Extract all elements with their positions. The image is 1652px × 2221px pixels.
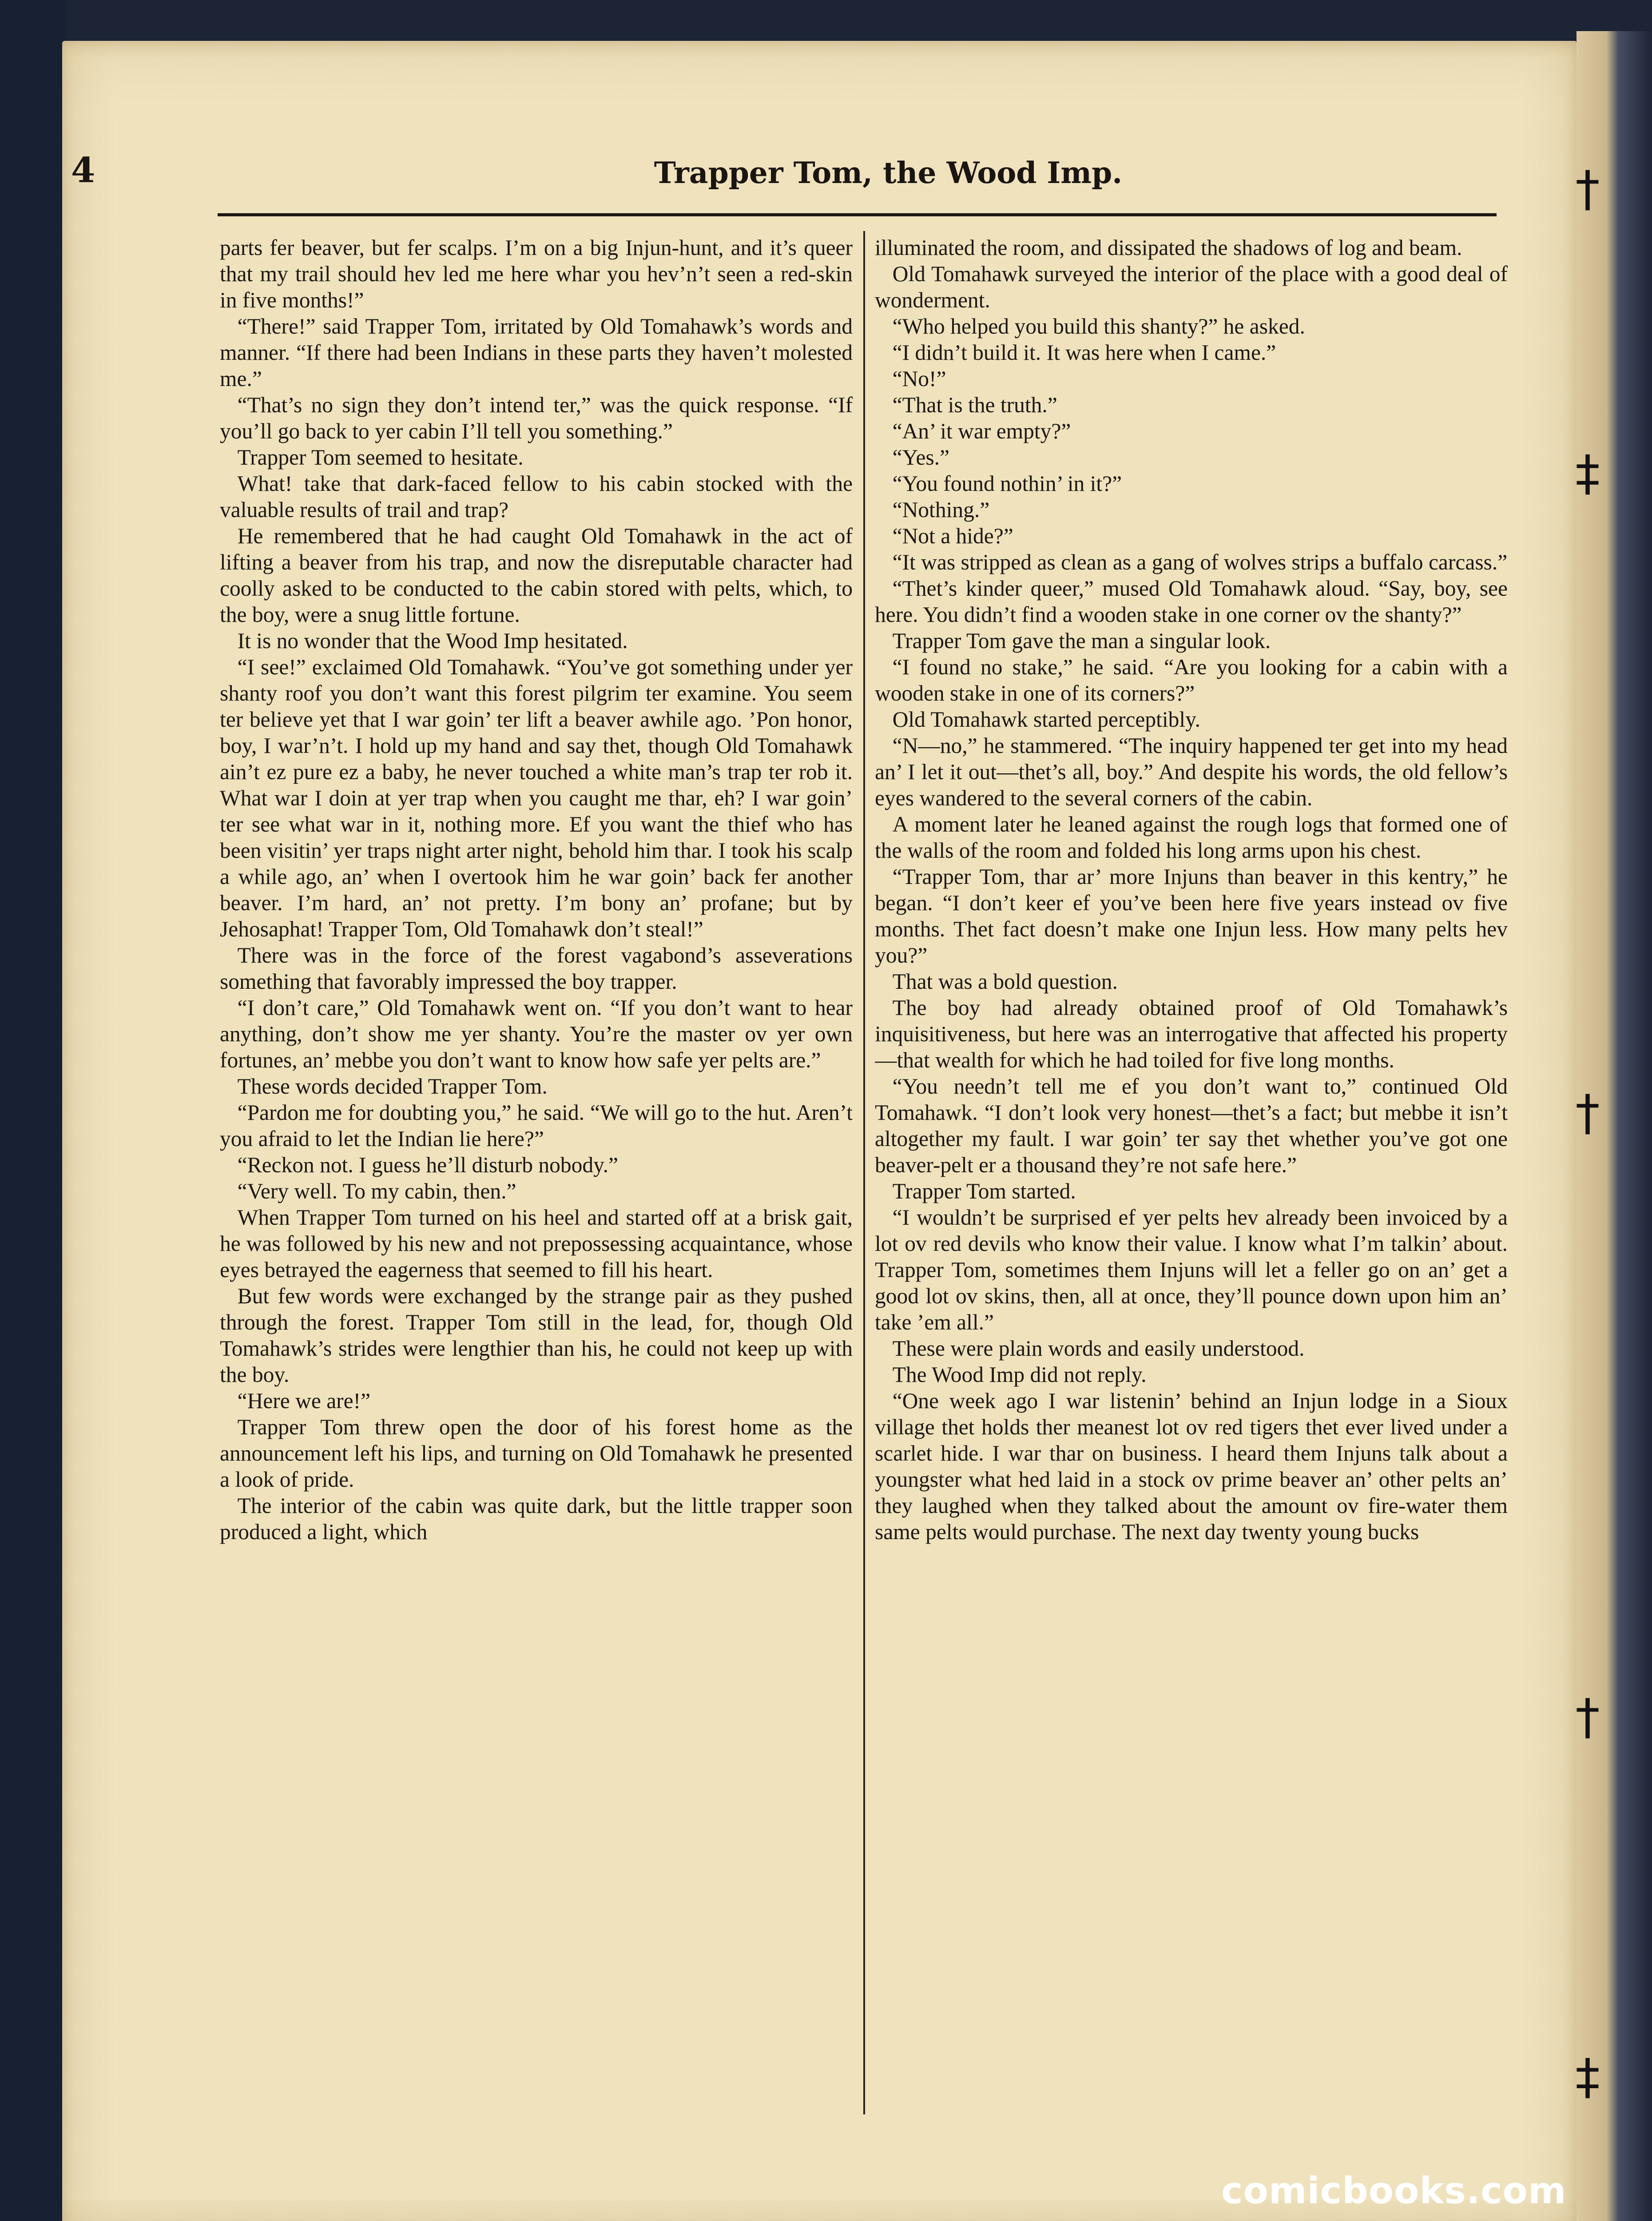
paragraph: The Wood Imp did not reply. [892, 1362, 1147, 1387]
paragraph: “I found no stake,” he said. “Are you looking for a cabin with a wooden stake in one of its corners?” [875, 655, 1508, 705]
paragraph: “I wouldn’t be surprised ef yer pelts hev already been invoiced by a lot ov red devils who know their value. I know what I’m talkin’ about. Trapper Tom, sometimes them Injuns will let a feller go on an’ get a good lot ov skins, then, all at once, they’ll pounce down upon him an’ take ’em all.” [875, 1205, 1508, 1334]
paragraph: It is no wonder that the Wood Imp hesitated. [237, 629, 628, 653]
paragraph: When Trapper Tom turned on his heel and started off at a brisk gait, he was followed by his new and not prepossessing acquaintance, whose eyes betrayed the eagerness that seemed to fill his heart. [220, 1205, 853, 1282]
paragraph: “Pardon me for doubting you,” he said. “We will go to the hut. Aren’t you afraid to let the Indian lie here?” [220, 1100, 853, 1151]
paragraph: “That is the truth.” [892, 393, 1057, 417]
paragraph: That was a bold question. [892, 969, 1118, 994]
paragraph: The boy had already obtained proof of Old Tomahawk’s inquisitiveness, but here was an interrogative that affected his property—that wealth for which he had toiled for five long months. [875, 995, 1508, 1072]
paragraph: “Trapper Tom, thar ar’ more Injuns than beaver in this kentry,” he began. “I don’t keer ef you’ve been here five years instead ov five months. Thet fact doesn’t make one Injun less. How many pelts hev you?” [875, 864, 1508, 967]
paragraph: Trapper Tom gave the man a singular look. [892, 629, 1271, 653]
paragraph: Trapper Tom threw open the door of his forest home as the announcement left his lips, and turning on Old Tomahawk he presented a look of pride. [220, 1415, 853, 1492]
binding-staple: † [1575, 1084, 1600, 1141]
binding-staple: ‡ [1575, 445, 1600, 502]
page-number: 4 [71, 150, 95, 191]
paragraph: “An’ it war empty?” [892, 419, 1071, 443]
paragraph: “Thet’s kinder queer,” mused Old Tomahawk aloud. “Say, boy, see here. You didn’t find a wooden stake in one corner ov the shanty?” [875, 576, 1508, 627]
right-column [875, 235, 1508, 2114]
header-rule [218, 213, 1497, 216]
paragraph: “Yes.” [892, 445, 949, 470]
paragraph: Trapper Tom started. [892, 1179, 1076, 1203]
paragraph: But few words were exchanged by the strange pair as they pushed through the forest. Trapper Tom still in the lead, for, though Old Tomahawk’s strides were lengthier than his, he could not keep up with the boy. [220, 1284, 853, 1387]
binding-staple: † [1575, 160, 1600, 217]
paragraph: parts fer beaver, but fer scalps. I’m on a big Injun-hunt, and it’s queer that my trail should hev led me here whar you hev’n’t seen a red-skin in five months!” [220, 235, 853, 312]
binding-staple: † [1575, 1688, 1600, 1745]
watermark: comicbooks.com [1221, 2170, 1567, 2212]
paragraph: “That’s no sign they don’t intend ter,” was the quick response. “If you’ll go back to yer cabin I’ll tell you something.” [220, 393, 853, 443]
paragraph: “Who helped you build this shanty?” he asked. [892, 314, 1305, 338]
paragraph: “I didn’t build it. It was here when I came.” [892, 340, 1276, 365]
binding-staple: ‡ [1575, 2048, 1600, 2105]
paragraph: “No!” [892, 366, 946, 391]
paragraph: “You needn’t tell me ef you don’t want to,” continued Old Tomahawk. “I don’t look very honest—thet’s a fact; but mebbe it isn’t altogether my fault. I war goin’ ter say thet whether you’ve got one beaver-pelt er a thousand they’re not safe here.” [875, 1074, 1508, 1177]
paragraph: “Very well. To my cabin, then.” [237, 1179, 516, 1203]
paragraph: There was in the force of the forest vagabond’s asseverations something that favorably impressed the boy trapper. [220, 943, 853, 994]
paragraph: Trapper Tom seemed to hesitate. [237, 445, 524, 470]
paragraph: “There!” said Trapper Tom, irritated by Old Tomahawk’s words and manner. “If there had been Indians in these parts they haven’t molested me.” [220, 314, 853, 391]
paragraph: Old Tomahawk surveyed the interior of the place with a good deal of wonderment. [875, 262, 1508, 312]
column-divider [863, 231, 865, 2114]
paragraph: The interior of the cabin was quite dark, but the little trapper soon produced a light, which [220, 1493, 853, 1544]
paragraph: What! take that dark-faced fellow to his cabin stocked with the valuable results of trail and trap? [220, 471, 853, 522]
left-column [220, 235, 853, 2114]
paragraph: “It was stripped as clean as a gang of wolves strips a buffalo carcass.” [892, 550, 1508, 574]
paragraph: “N—no,” he stammered. “The inquiry happened ter get into my head an’ I let it out—thet’s all, boy.” And despite his words, the old fellow’s eyes wandered to the several corners of the cabin. [875, 733, 1508, 810]
paragraph: “Not a hide?” [892, 524, 1013, 548]
paragraph: “I don’t care,” Old Tomahawk went on. “If you don’t want to hear anything, don’t show me yer shanty. You’re the master ov yer own fortunes, an’ mebbe you don’t want to know how safe yer pelts are.” [220, 995, 853, 1072]
paragraph: “You found nothin’ in it?” [892, 471, 1122, 496]
paragraph: These were plain words and easily understood. [892, 1336, 1305, 1361]
paragraph: “Here we are!” [237, 1389, 371, 1413]
paragraph: “One week ago I war listenin’ behind an Injun lodge in a Sioux village thet holds ther meanest lot ov red tigers thet ever lived under a scarlet hide. I war thar on business. I heard them Injuns talk about a youngster what hed laid in a stock ov prime beaver an’ other pelts an’ they laughed when they talked about the amount ov fire-water them same pelts would purchase. The next day twenty young bucks [875, 1389, 1508, 1544]
paragraph: These words decided Trapper Tom. [237, 1074, 548, 1099]
running-title: Trapper Tom, the Wood Imp. [654, 155, 1123, 190]
scan-background [0, 0, 67, 2221]
paragraph: “I see!” exclaimed Old Tomahawk. “You’ve got something under yer shanty roof you don’t want this forest pilgrim ter examine. You seem ter believe yet that I war goin’ ter lift a beaver awhile ago. ’Pon honor, boy, I war’n’t. I hold up my hand and say thet, though Old Tomahawk ain’t ez pure ez a baby, he never touched a white man’s trap ter rob it. What war I doin at yer trap when you caught me thar, eh? I war goin’ ter see what war in it, nothing more. Ef you want the thief who has been visitin’ yer traps night arter night, behold him thar. I took his scalp a while ago, an’ when I overtook him he war goin’ back fer another beaver. I’m hard, an’ not pretty. I’m bony an’ profane; but by Jehosaphat! Trapper Tom, Old Tomahawk don’t steal!” [220, 655, 853, 941]
paragraph: illuminated the room, and dissipated the shadows of log and beam. [875, 235, 1462, 260]
paragraph: A moment later he leaned against the rough logs that formed one of the walls of the room and folded his long arms upon his chest. [875, 812, 1508, 863]
paragraph: He remembered that he had caught Old Tomahawk in the act of lifting a beaver from his trap, and now the disreputable character had coolly asked to be conducted to the cabin stored with pelts, which, to the boy, were a snug little fortune. [220, 524, 853, 627]
paragraph: “Reckon not. I guess he’ll disturb nobody.” [237, 1153, 618, 1177]
paragraph: Old Tomahawk started perceptibly. [892, 707, 1201, 732]
paragraph: “Nothing.” [892, 498, 990, 522]
